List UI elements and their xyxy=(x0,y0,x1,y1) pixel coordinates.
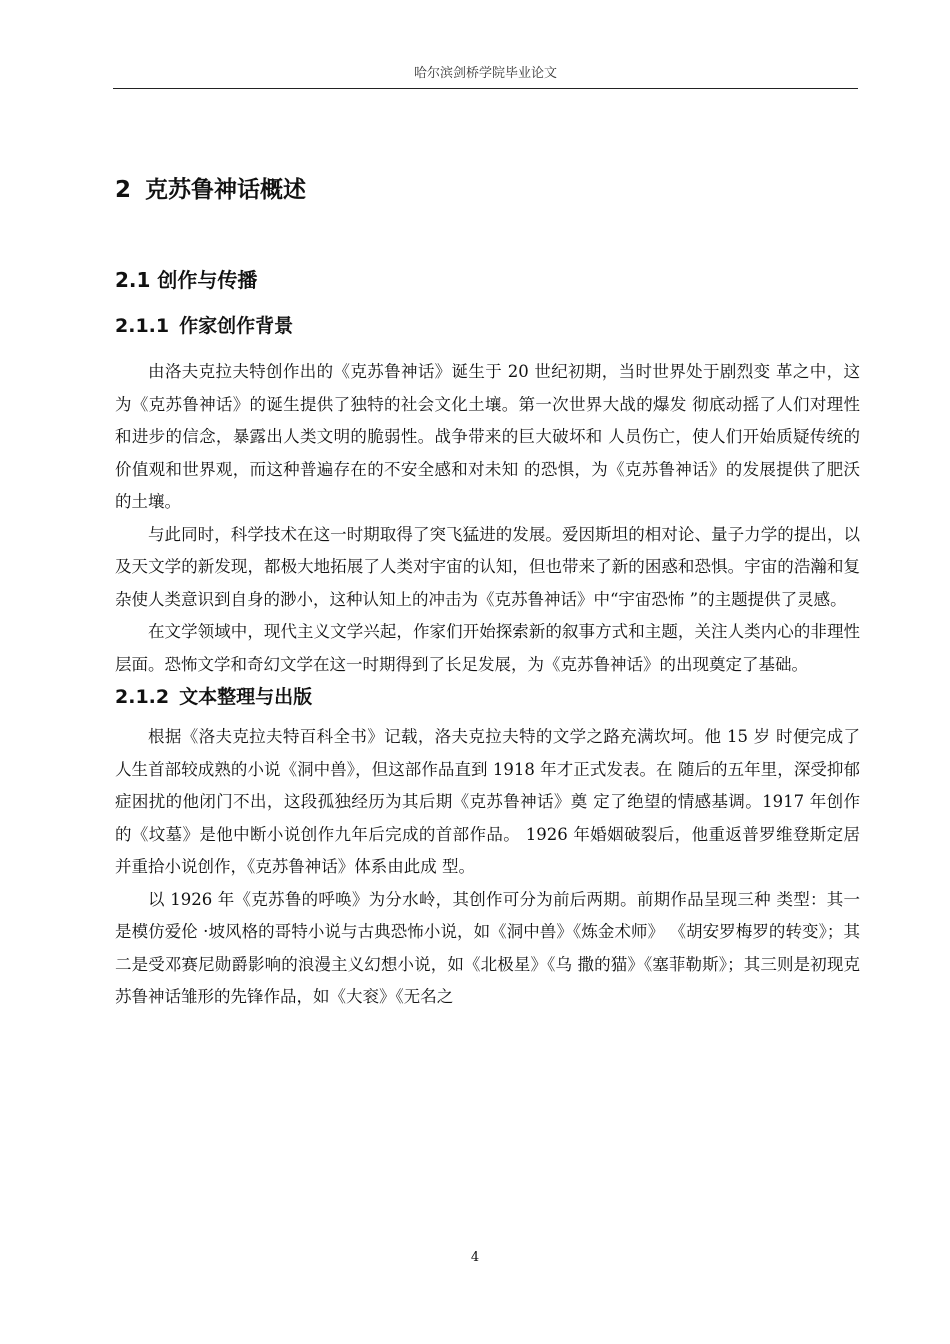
paragraph: 根据《洛夫克拉夫特百科全书》记载，洛夫克拉夫特的文学之路充满坎坷。他 15 岁 时便完成了人生首部较成熟的小说《洞中兽》，但这部作品直到 1918 年才正式发表。在 随后的五年里，深受抑郁症困扰的他闭门不出，这段孤独经历为其后期《克苏鲁神话》奠 定了绝望的情感基调。1917 年创作的《坟墓》是他中断小说创作九年后完成的首部作品。 1926 年婚姻破裂后，他重返普罗维登斯定居并重拾小说创作，《克苏鲁神话》体系由此成 型。 xyxy=(115,727,860,876)
section-title: 2.1 创作与传播 xyxy=(115,268,258,292)
page-header: 哈尔滨剑桥学院毕业论文 xyxy=(413,66,557,81)
paragraph: 与此同时，科学技术在这一时期取得了突飞猛进的发展。爱因斯坦的相对论、量子力学的提出，以及天文学的新发现，都极大地拓展了人类对宇宙的认知，但也带来了新的困惑和恐惧。宇宙的浩瀚和复杂使人类意识到自身的渺小，这种认知上的冲击为《克苏鲁神话》中“宇宙恐怖 ”的主题提供了灵感。 xyxy=(115,524,860,609)
chapter-number: 2 xyxy=(115,177,132,203)
subsection-title-text: 作家创作背景 xyxy=(179,315,294,337)
subsection-title-2 xyxy=(115,681,860,713)
paragraph: 由洛夫克拉夫特创作出的《克苏鲁神话》诞生于 20 世纪初期，当时世界处于剧烈变 革之中，这为《克苏鲁神话》的诞生提供了独特的社会文化土壤。第一次世界大战的爆发 彻底动摇了人们对理性和进步的信念，暴露出人类文明的脆弱性。战争带来的巨大破坏和 人员伤亡，使人们开始质疑传统的价值观和世界观，而这种普遍存在的不安全感和对未知 的恐惧，为《克苏鲁神话》的发展提供了肥沃的土壤。 xyxy=(115,362,860,511)
header-divider xyxy=(113,88,858,89)
paragraph: 以 1926 年《克苏鲁的呼唤》为分水岭，其创作可分为前后两期。前期作品呈现三种 类型：其一是模仿爱伦 ·坡风格的哥特小说与古典恐怖小说，如《洞中兽》《炼金术师》 《胡安罗梅罗的转变》；其二是受邓赛尼勋爵影响的浪漫主义幻想小说，如《北极星》《乌 撒的猫》《塞菲勒斯》；其三则是初现克苏鲁神话雏形的先锋作品，如《大衮》《无名之 xyxy=(115,889,860,1006)
subsection-1-body xyxy=(115,356,860,681)
chapter-title-text: 克苏鲁神话概述 xyxy=(145,177,307,203)
page-body xyxy=(115,170,860,1014)
subsection-title-1 xyxy=(115,310,860,342)
subsection-number: 2.1.1 xyxy=(115,315,170,337)
subsection-title-text: 文本整理与出版 xyxy=(179,686,313,708)
subsection-2-body xyxy=(115,721,860,1014)
chapter-title xyxy=(115,170,860,210)
page-number: 4 xyxy=(470,1250,480,1265)
paragraph: 在文学领域中，现代主义文学兴起，作家们开始探索新的叙事方式和主题，关注人类内心的非理性层面。恐怖文学和奇幻文学在这一时期得到了长足发展，为《克苏鲁神话》的出现奠定了基础。 xyxy=(115,622,860,674)
subsection-number: 2.1.2 xyxy=(115,686,170,708)
